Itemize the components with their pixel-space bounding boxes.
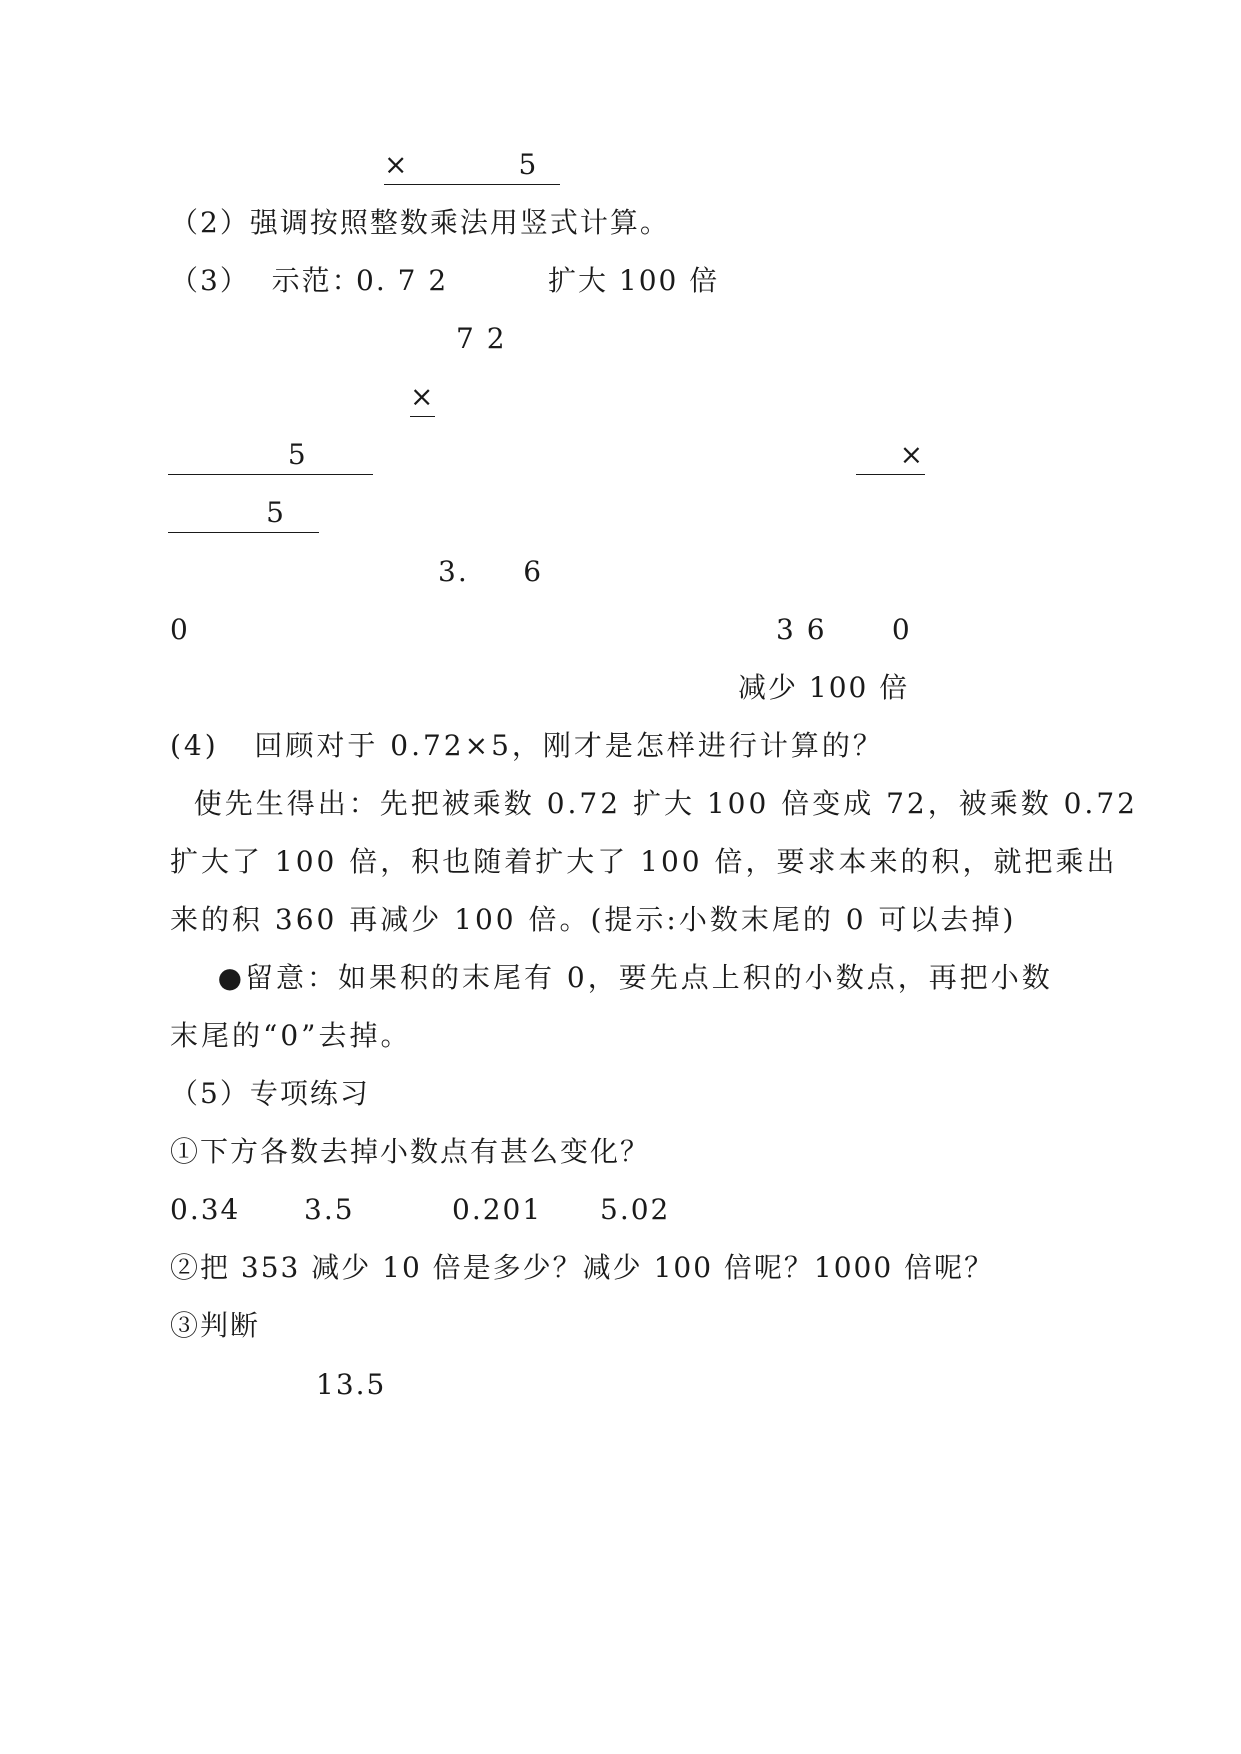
conclusion-line-3: 来的积 360 再减少 100 倍。(提示:小数末尾的 0 可以去掉)	[170, 903, 1017, 936]
demo-right-multiplicand: 7 2	[456, 322, 507, 355]
note-line-2: 末尾的“0”去掉。	[170, 1019, 412, 1052]
step-3-label: （3） 示范：	[170, 264, 362, 297]
demo-right-product: 3 6 0	[776, 613, 912, 646]
demo-left-product: 3. 6	[438, 555, 544, 588]
conclusion-line-1: 使先生得出：先把被乘数 0.72 扩大 100 倍变成 72，被乘数 0.72	[170, 787, 1138, 820]
exercise-2-question: ②把 353 减少 10 倍是多少？减少 100 倍呢？1000 倍呢？	[170, 1251, 995, 1284]
step-2-text: （2）强调按照整数乘法用竖式计算。	[170, 206, 670, 239]
demo-times-sign-left: ×	[410, 380, 435, 417]
step-5-heading: （5）专项练习	[170, 1077, 370, 1110]
exercise-1-question: ①下方各数去掉小数点有甚么变化？	[170, 1135, 651, 1168]
demo-times-sign-right: ×	[856, 438, 925, 475]
step-4-text: (4) 回顾对于 0.72×5，刚才是怎样进行计算的？	[170, 729, 884, 762]
note-line-1: ●留意：如果积的末尾有 0，要先点上积的小数点，再把小数	[170, 961, 1053, 994]
demo-right-multiplier: 5	[168, 496, 319, 533]
exercise-1-number-4: 5.02	[600, 1193, 671, 1226]
demo-scale-up-label: 扩大 100 倍	[548, 264, 720, 297]
demo-left-product-zero: 0	[170, 613, 190, 646]
exercise-1-number-3: 0.201	[452, 1193, 543, 1226]
exercise-1-number-2: 3.5	[304, 1193, 355, 1226]
demo-left-multiplier: 5	[168, 438, 373, 475]
demo-scale-down-label: 减少 100 倍	[738, 671, 910, 704]
exercise-3-number: 13.5	[316, 1368, 387, 1401]
exercise-3-label: ③判断	[170, 1309, 261, 1342]
exercise-1-number-1: 0.34	[170, 1193, 241, 1226]
conclusion-line-2: 扩大了 100 倍，积也随着扩大了 100 倍，要求本来的积，就把乘出	[170, 845, 1118, 878]
times-five-underlined: × 5	[384, 148, 560, 185]
demo-left-multiplicand: 0. 7 2	[356, 264, 449, 297]
